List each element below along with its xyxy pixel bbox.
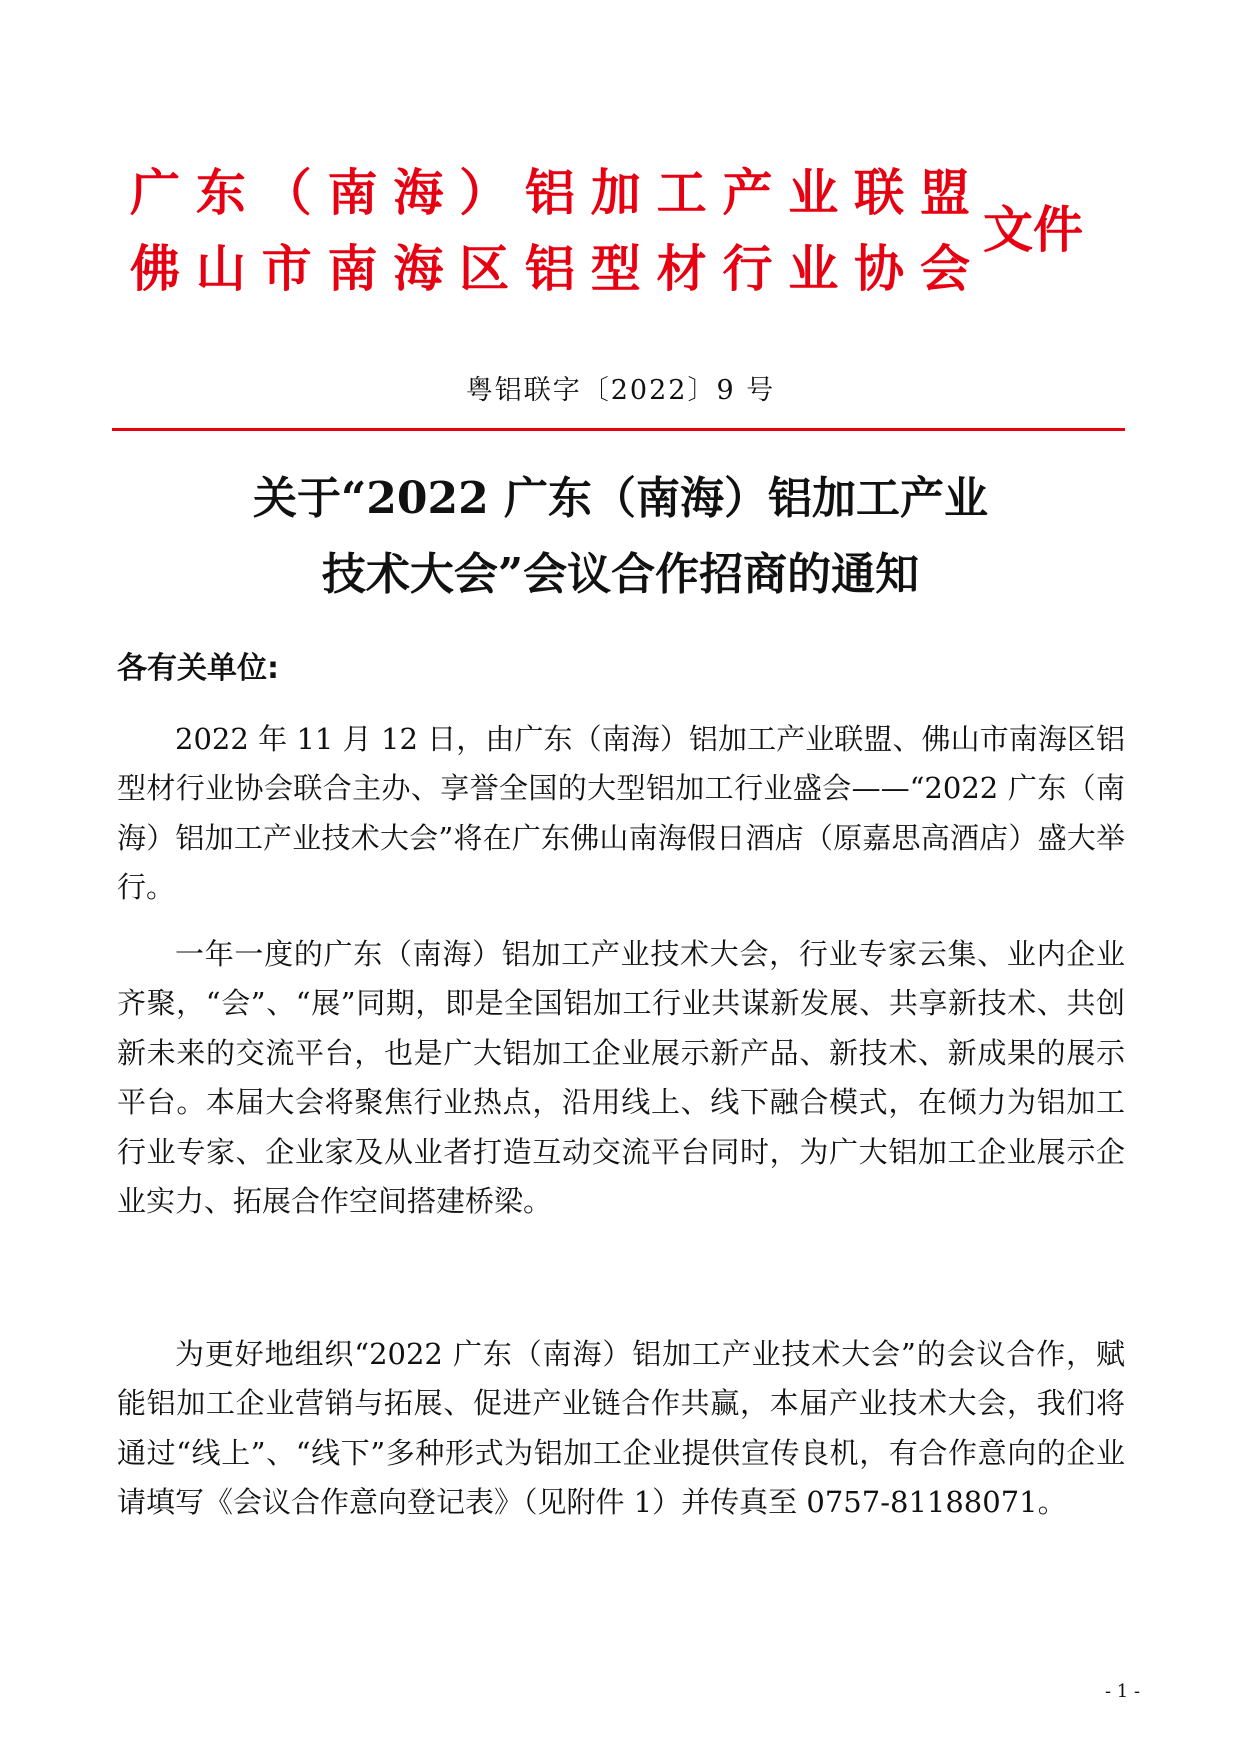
header-char: 会	[919, 240, 970, 298]
header-org-name-line2	[130, 240, 970, 298]
body-paragraph-3: 为更好地组织“2022 广东（南海）铝加工产业技术大会”的会议合作，赋能铝加工企业营销与拓展、促进产业链合作共赢，本届产业技术大会，我们将通过“线上”、“线下”多种形式为铝加工企业提供宣传良机，有合作意向的企业请填写《会议合作意向登记表》（见附件 1）并传真至 0757-81188071。	[117, 1337, 1125, 1520]
header-char: 盟	[919, 164, 970, 222]
header-char: 海	[393, 164, 444, 222]
header-char: 东	[195, 164, 246, 222]
header-char: 山	[195, 240, 246, 298]
header-document-label: 文件	[983, 201, 1083, 259]
header-char: 产	[722, 164, 773, 222]
document-title-line1: 关于“2022 广东（南海）铝加工产业	[252, 473, 989, 524]
header-char: 南	[327, 240, 378, 298]
header-char: 区	[459, 240, 510, 298]
header-char: 协	[854, 240, 905, 298]
header-char: 行	[722, 240, 773, 298]
header-char: 业	[788, 164, 839, 222]
header-char: 加	[590, 164, 641, 222]
header-char: 联	[854, 164, 905, 222]
header-char: 南	[327, 164, 378, 222]
document-number: 粤铝联字〔2022〕9 号	[465, 375, 776, 406]
body-paragraph-2: 一年一度的广东（南海）铝加工产业技术大会，行业专家云集、业内企业齐聚，“会”、“展”同期，即是全国铝加工行业共谋新发展、共享新技术、共创新未来的交流平台，也是广大铝加工企业展示新产品、新技术、新成果的展示平台。本届大会将聚焦行业热点，沿用线上、线下融合模式，在倾力为铝加工行业专家、企业家及从业者打造互动交流平台同时，为广大铝加工企业展示企业实力、拓展合作空间搭建桥梁。	[117, 937, 1125, 1219]
header-char: 海	[393, 240, 444, 298]
header-char: （	[261, 164, 312, 222]
header-char: ）	[459, 164, 510, 222]
header-char: 铝	[524, 240, 575, 298]
header-char: 铝	[524, 164, 575, 222]
header-org-name-line1	[130, 164, 970, 222]
header-char: 材	[656, 240, 707, 298]
document-title-line2: 技术大会”会议合作招商的通知	[321, 549, 920, 600]
page-number: - 1 -	[1105, 1681, 1141, 1702]
header-char: 型	[590, 240, 641, 298]
header-char: 业	[788, 240, 839, 298]
body-paragraph-1: 2022 年 11 月 12 日，由广东（南海）铝加工产业联盟、佛山市南海区铝型材行业协会联合主办、享誉全国的大型铝加工行业盛会——“2022 广东（南海）铝加工产业技术大会”将在广东佛山南海假日酒店（原嘉思高酒店）盛大举行。	[117, 722, 1125, 905]
header-char: 广	[130, 164, 180, 222]
salutation: 各有关单位:	[117, 651, 279, 686]
header-char: 市	[261, 240, 312, 298]
red-divider-line	[112, 428, 1125, 431]
header-char: 佛	[130, 240, 180, 298]
header-char: 工	[656, 164, 707, 222]
